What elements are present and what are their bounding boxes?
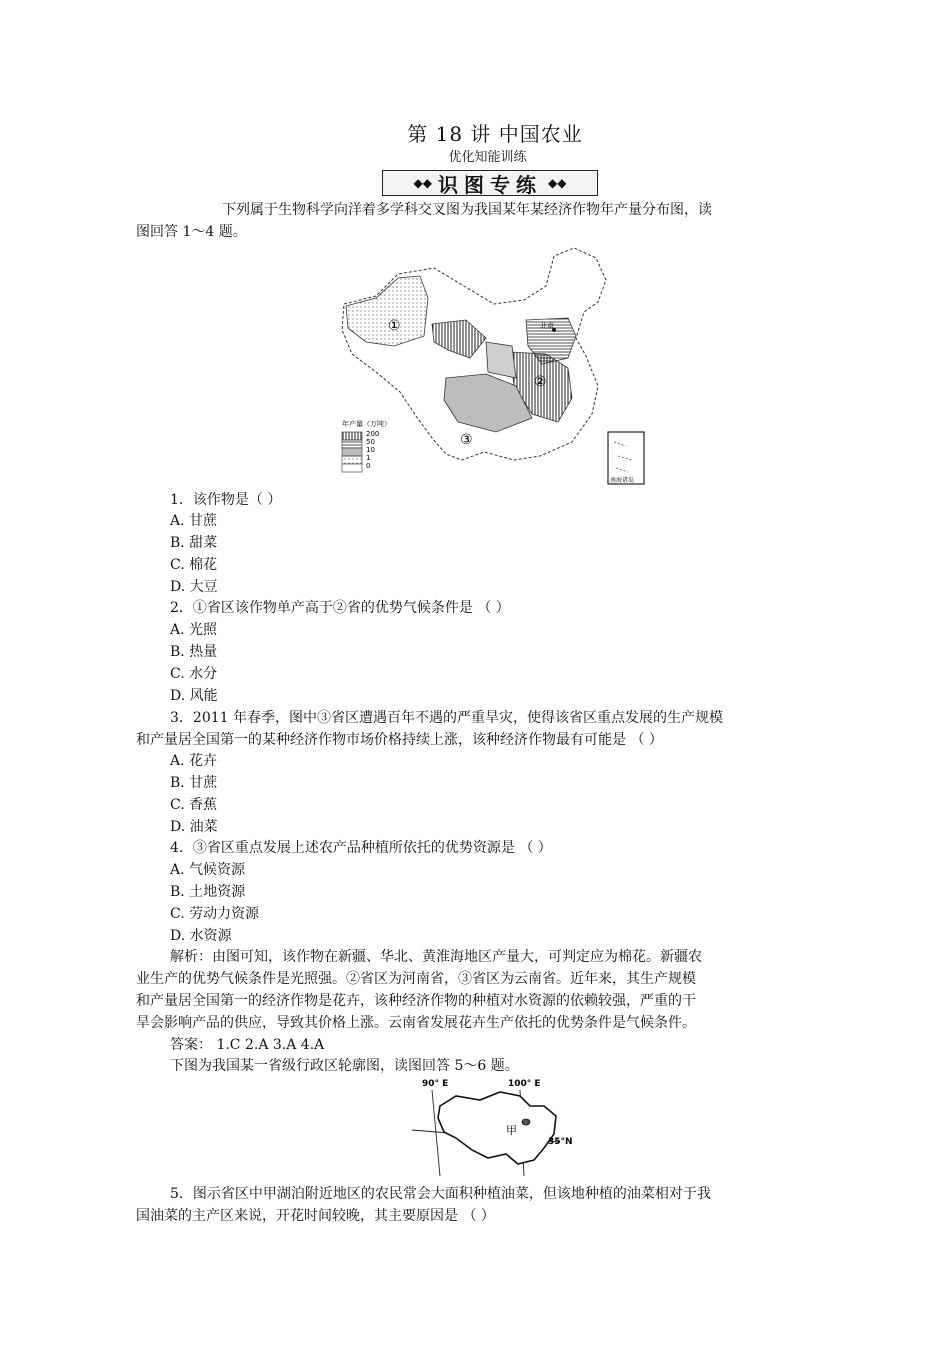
legend-value-0: 0: [366, 462, 371, 470]
inset-label: 南海诸岛: [610, 477, 635, 484]
region-label-1: ①: [388, 318, 401, 334]
question-5-line-1: 5．图示省区中甲湖泊附近地区的农民常会大面积种植油菜，但该地种植的油菜相对于我: [170, 1186, 711, 1202]
legend-value-1: 1: [366, 454, 371, 462]
question-1-option-a: A. 甘蔗: [170, 513, 218, 529]
question-3-option-d: D. 油菜: [170, 819, 218, 835]
answers-line: 答案： 1.C 2.A 3.A 4.A: [170, 1037, 325, 1053]
lon-label-90: 90° E: [422, 1079, 449, 1089]
lake-jia: [522, 1119, 530, 1125]
question-3-stem-line-2: 和产量居全国第一的某种经济作物市场价格持续上涨，该种经济作物最有可能是 （ ）: [136, 732, 663, 748]
lon-label-100: 100° E: [508, 1079, 541, 1089]
analysis-line-4: 旱会影响产品的供应，导致其价格上涨。云南省发展花卉生产依托的优势条件是气候条件。: [136, 1015, 696, 1031]
china-crop-map: [336, 246, 648, 486]
question-2-option-d: D. 风能: [170, 688, 218, 704]
question-3-option-b: B. 甘蔗: [170, 775, 218, 791]
question-3-option-c: C. 香蕉: [170, 797, 218, 813]
question-5-line-2: 国油菜的主产区来说，开花时间较晚，其主要原因是 （ ）: [136, 1208, 495, 1224]
banner-right-ornament: ◆◆: [548, 176, 567, 190]
analysis-line-3: 和产量居全国第一的经济作物是花卉，该种经济作物的种植对水资源的依赖较强，严重的干: [136, 993, 696, 1009]
question-1-option-d: D. 大豆: [170, 579, 218, 595]
question-3-option-a: A. 花卉: [170, 753, 218, 769]
question-1-option-b: B. 甜菜: [170, 535, 218, 551]
question-4-option-b: B. 土地资源: [170, 884, 246, 900]
region-label-3: ③: [460, 432, 473, 448]
question-4-stem: 4．③省区重点发展上述农产品种植所依托的优势资源是 （ ）: [170, 840, 552, 856]
banner-left-ornament: ◆◆: [413, 176, 432, 190]
question-2-stem: 2．①省区该作物单产高于②省的优势气候条件是 （ ）: [170, 600, 510, 616]
question-2-option-c: C. 水分: [170, 666, 218, 682]
question-4-option-d: D. 水资源: [170, 928, 232, 944]
analysis-line-2: 业生产的优势气候条件是光照强。②省区为河南省，③省区为云南省。近年来，其生产规模: [136, 971, 696, 987]
banner-text: 识图专练: [438, 172, 542, 197]
legend-value-50: 50: [366, 438, 375, 446]
beijing-label: 北京: [540, 322, 554, 330]
map-legend: [342, 419, 391, 472]
question-3-stem-line-1: 3．2011 年春季，图中③省区遭遇百年不遇的严重旱灾，使得该省区重点发展的生产规模: [170, 710, 723, 726]
analysis-line-1: 解析：由图可知，该作物在新疆、华北、黄淮海地区产量大，可判定应为棉花。新疆农: [170, 949, 702, 965]
page-subtitle: 优化知能训练: [448, 150, 527, 165]
question-1-option-c: C. 棉花: [170, 557, 218, 573]
question-1-stem: 1．该作物是（ ）: [170, 492, 282, 508]
section-banner: [382, 170, 598, 196]
question-2-option-a: A. 光照: [170, 622, 218, 638]
intro-line-1: 下列属于生物科学向洋着多学科交叉图为我国某年某经济作物年产量分布图，读: [222, 202, 712, 218]
lat-label-35: 35°N: [548, 1137, 573, 1147]
page-title: 第 18 讲 中国农业: [407, 122, 583, 146]
region-label-2: ②: [534, 374, 547, 390]
province-outline: [438, 1092, 556, 1164]
part2-intro: 下图为我国某一省级行政区轮廓图，读图回答 5～6 题。: [170, 1058, 519, 1074]
region-central: [486, 342, 516, 378]
lake-label: 甲: [506, 1124, 517, 1137]
province-outline-map: [410, 1076, 576, 1180]
legend-value-200: 200: [366, 430, 380, 438]
question-4-option-a: A. 气候资源: [170, 862, 246, 878]
meridian-90e: [432, 1090, 440, 1176]
intro-line-2: 图回答 1～4 题。: [136, 224, 247, 240]
legend-value-10: 10: [366, 446, 375, 454]
south-china-sea-inset: [608, 432, 644, 484]
question-4-option-c: C. 劳动力资源: [170, 906, 260, 922]
question-2-option-b: B. 热量: [170, 644, 218, 660]
legend-title: 年产量（万吨）: [342, 420, 391, 428]
